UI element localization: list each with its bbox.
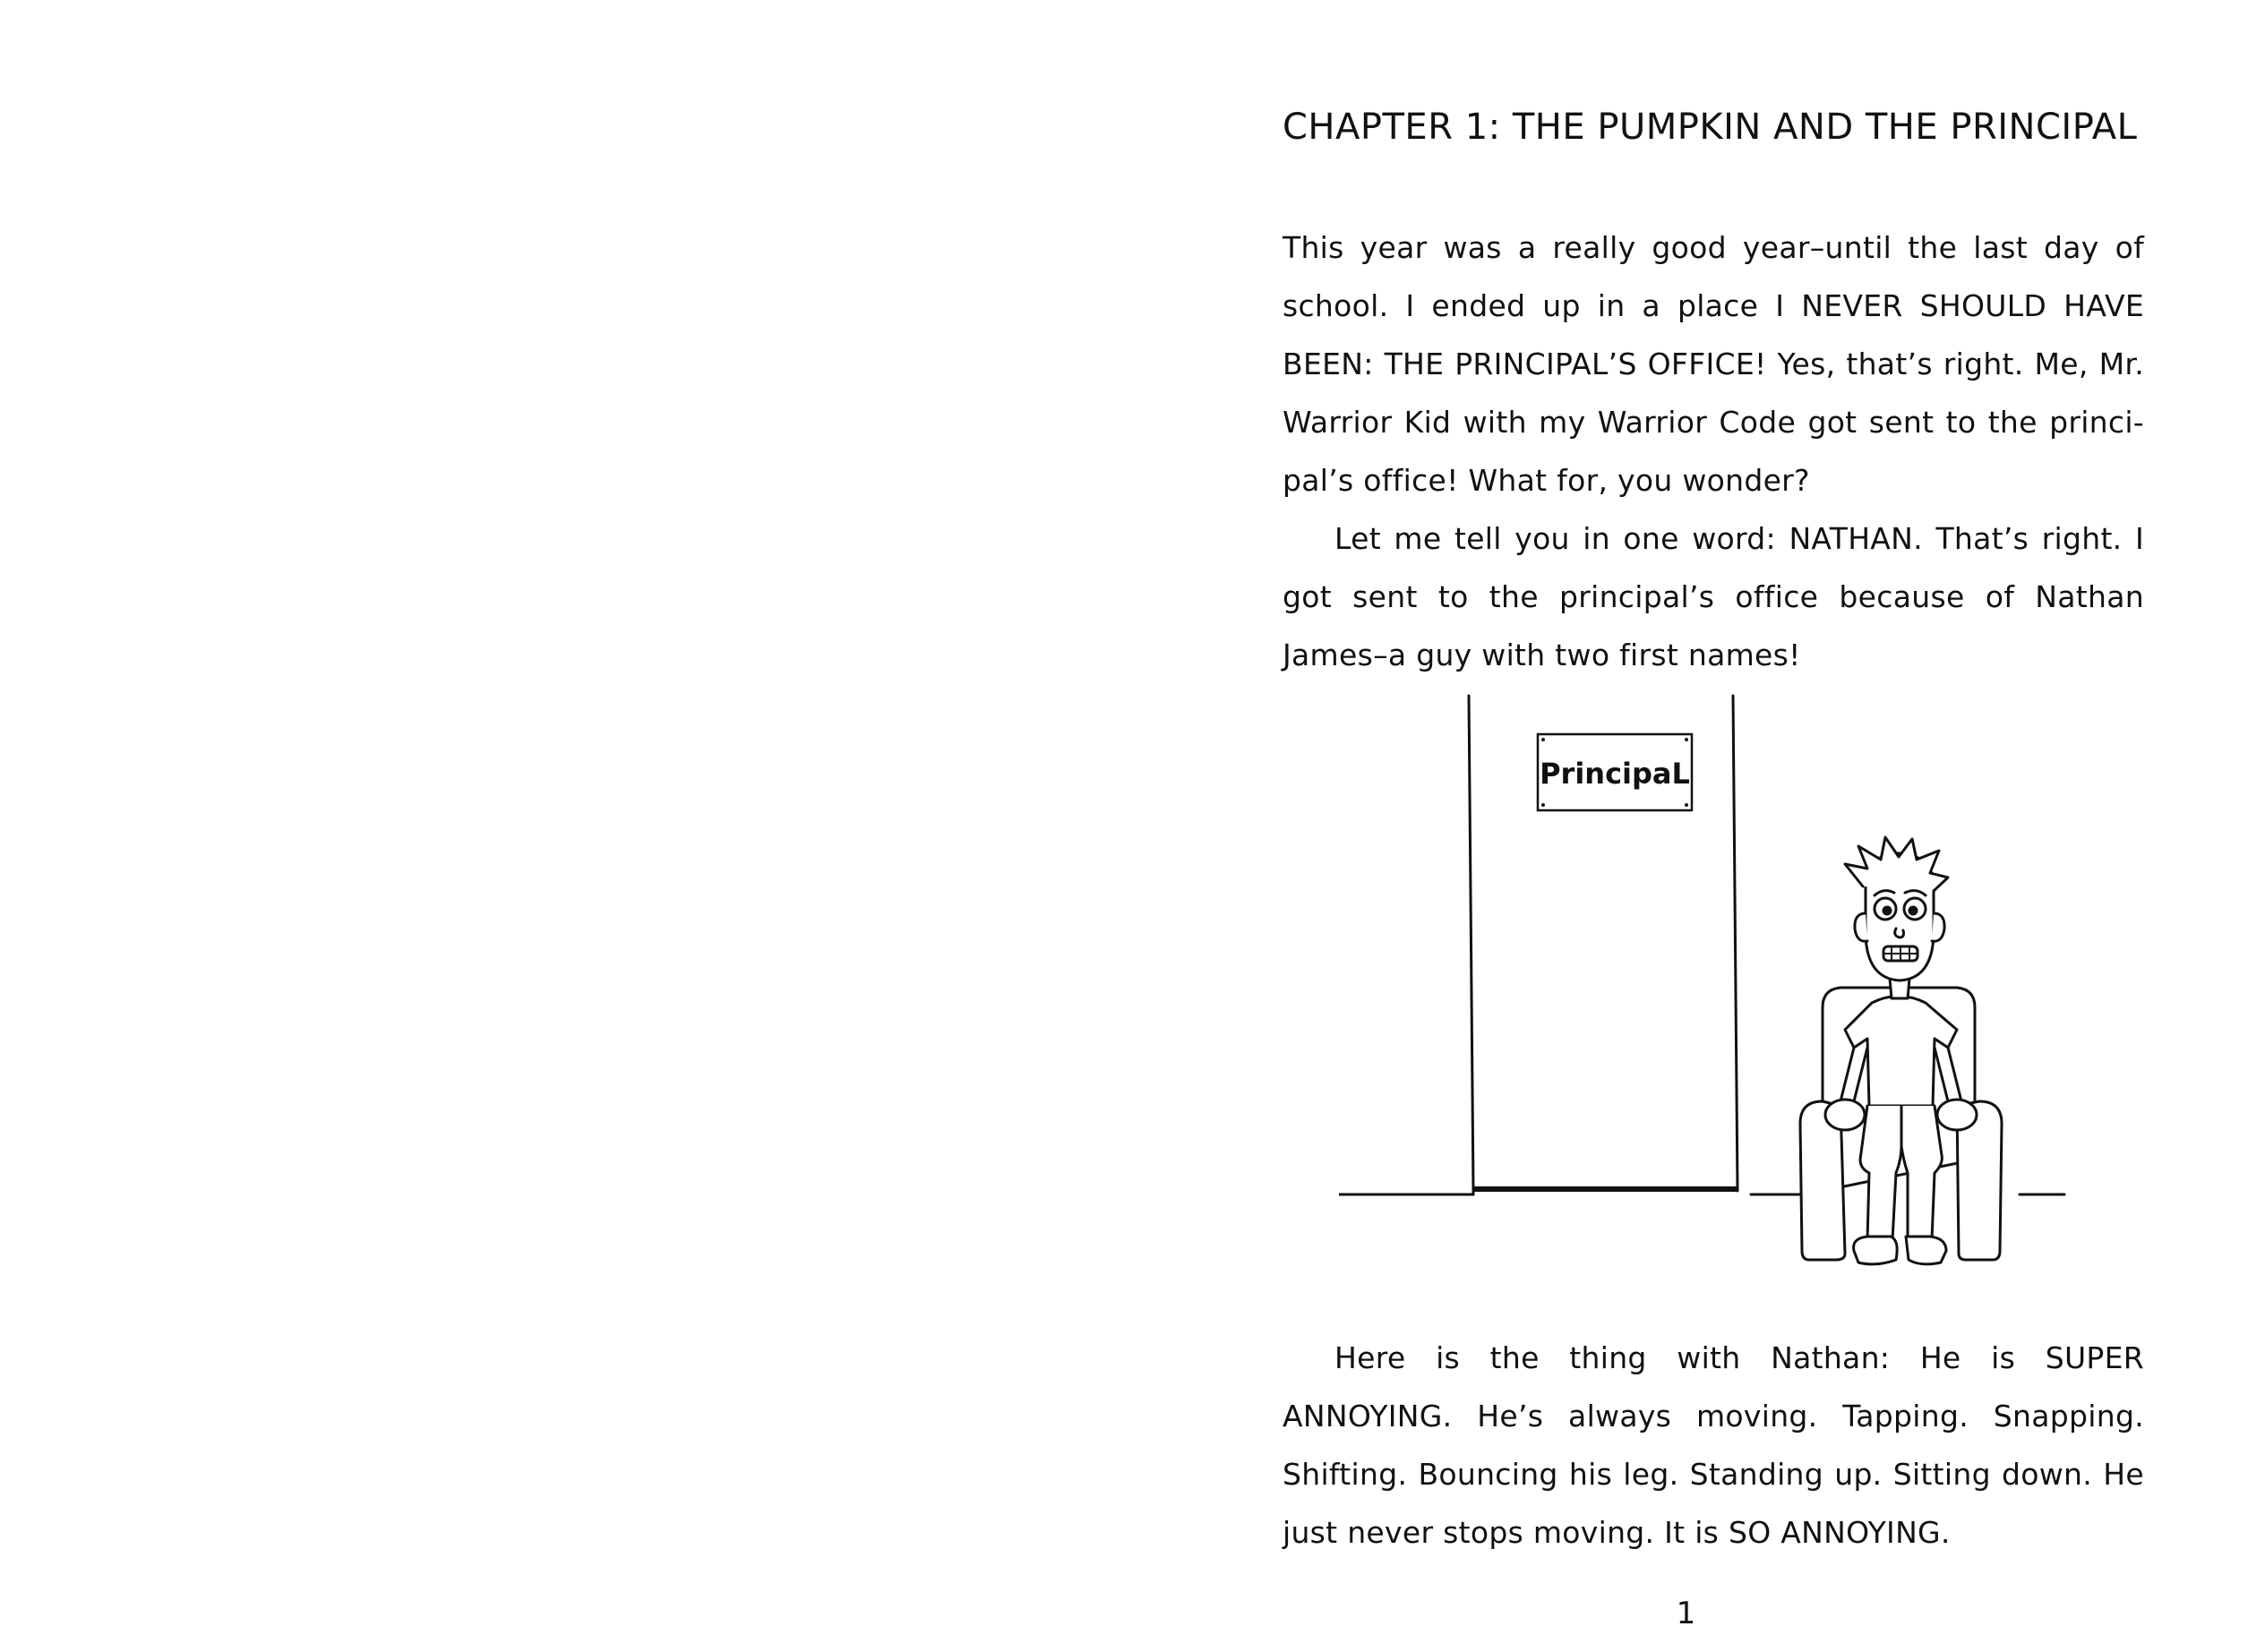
door-sign-label: PrincipaL: [1540, 757, 1690, 791]
principal-office-illustration: [1339, 694, 2082, 1321]
paragraph: Here is the thing with Nathan: He is SUPER ANNOYING. He’s always moving. Tapping. Snapping. Shifting. Bouncing his leg. Standing up. Sitting down. He just never stops moving. It is SO ANNOYING.: [1283, 1340, 2144, 1550]
book-page: [1124, 0, 2248, 1652]
door-sign: [1538, 734, 1692, 810]
text-block-bottom: [1283, 1329, 2144, 1562]
paragraph: Let me tell you in one word: NATHAN. That’s right. I got sent to the principal’s office because of Nathan James–a guy with two first names!: [1283, 521, 2144, 672]
paragraph: This year was a really good year–until the last day of school. I ended up in a place I NEVER SHOULD HAVE BEEN: THE PRINCIPAL’S OFFICE! Yes, that’s right. Me, Mr. Warrior Kid with my Warrior Code got sent to the princi-pal’s office! What for, you wonder?: [1283, 230, 2144, 498]
text-block-top: [1283, 218, 2144, 684]
page-number: 1: [1676, 1596, 1696, 1631]
chapter-title: CHAPTER 1: THE PUMPKIN AND THE PRINCIPAL: [1283, 107, 2138, 148]
